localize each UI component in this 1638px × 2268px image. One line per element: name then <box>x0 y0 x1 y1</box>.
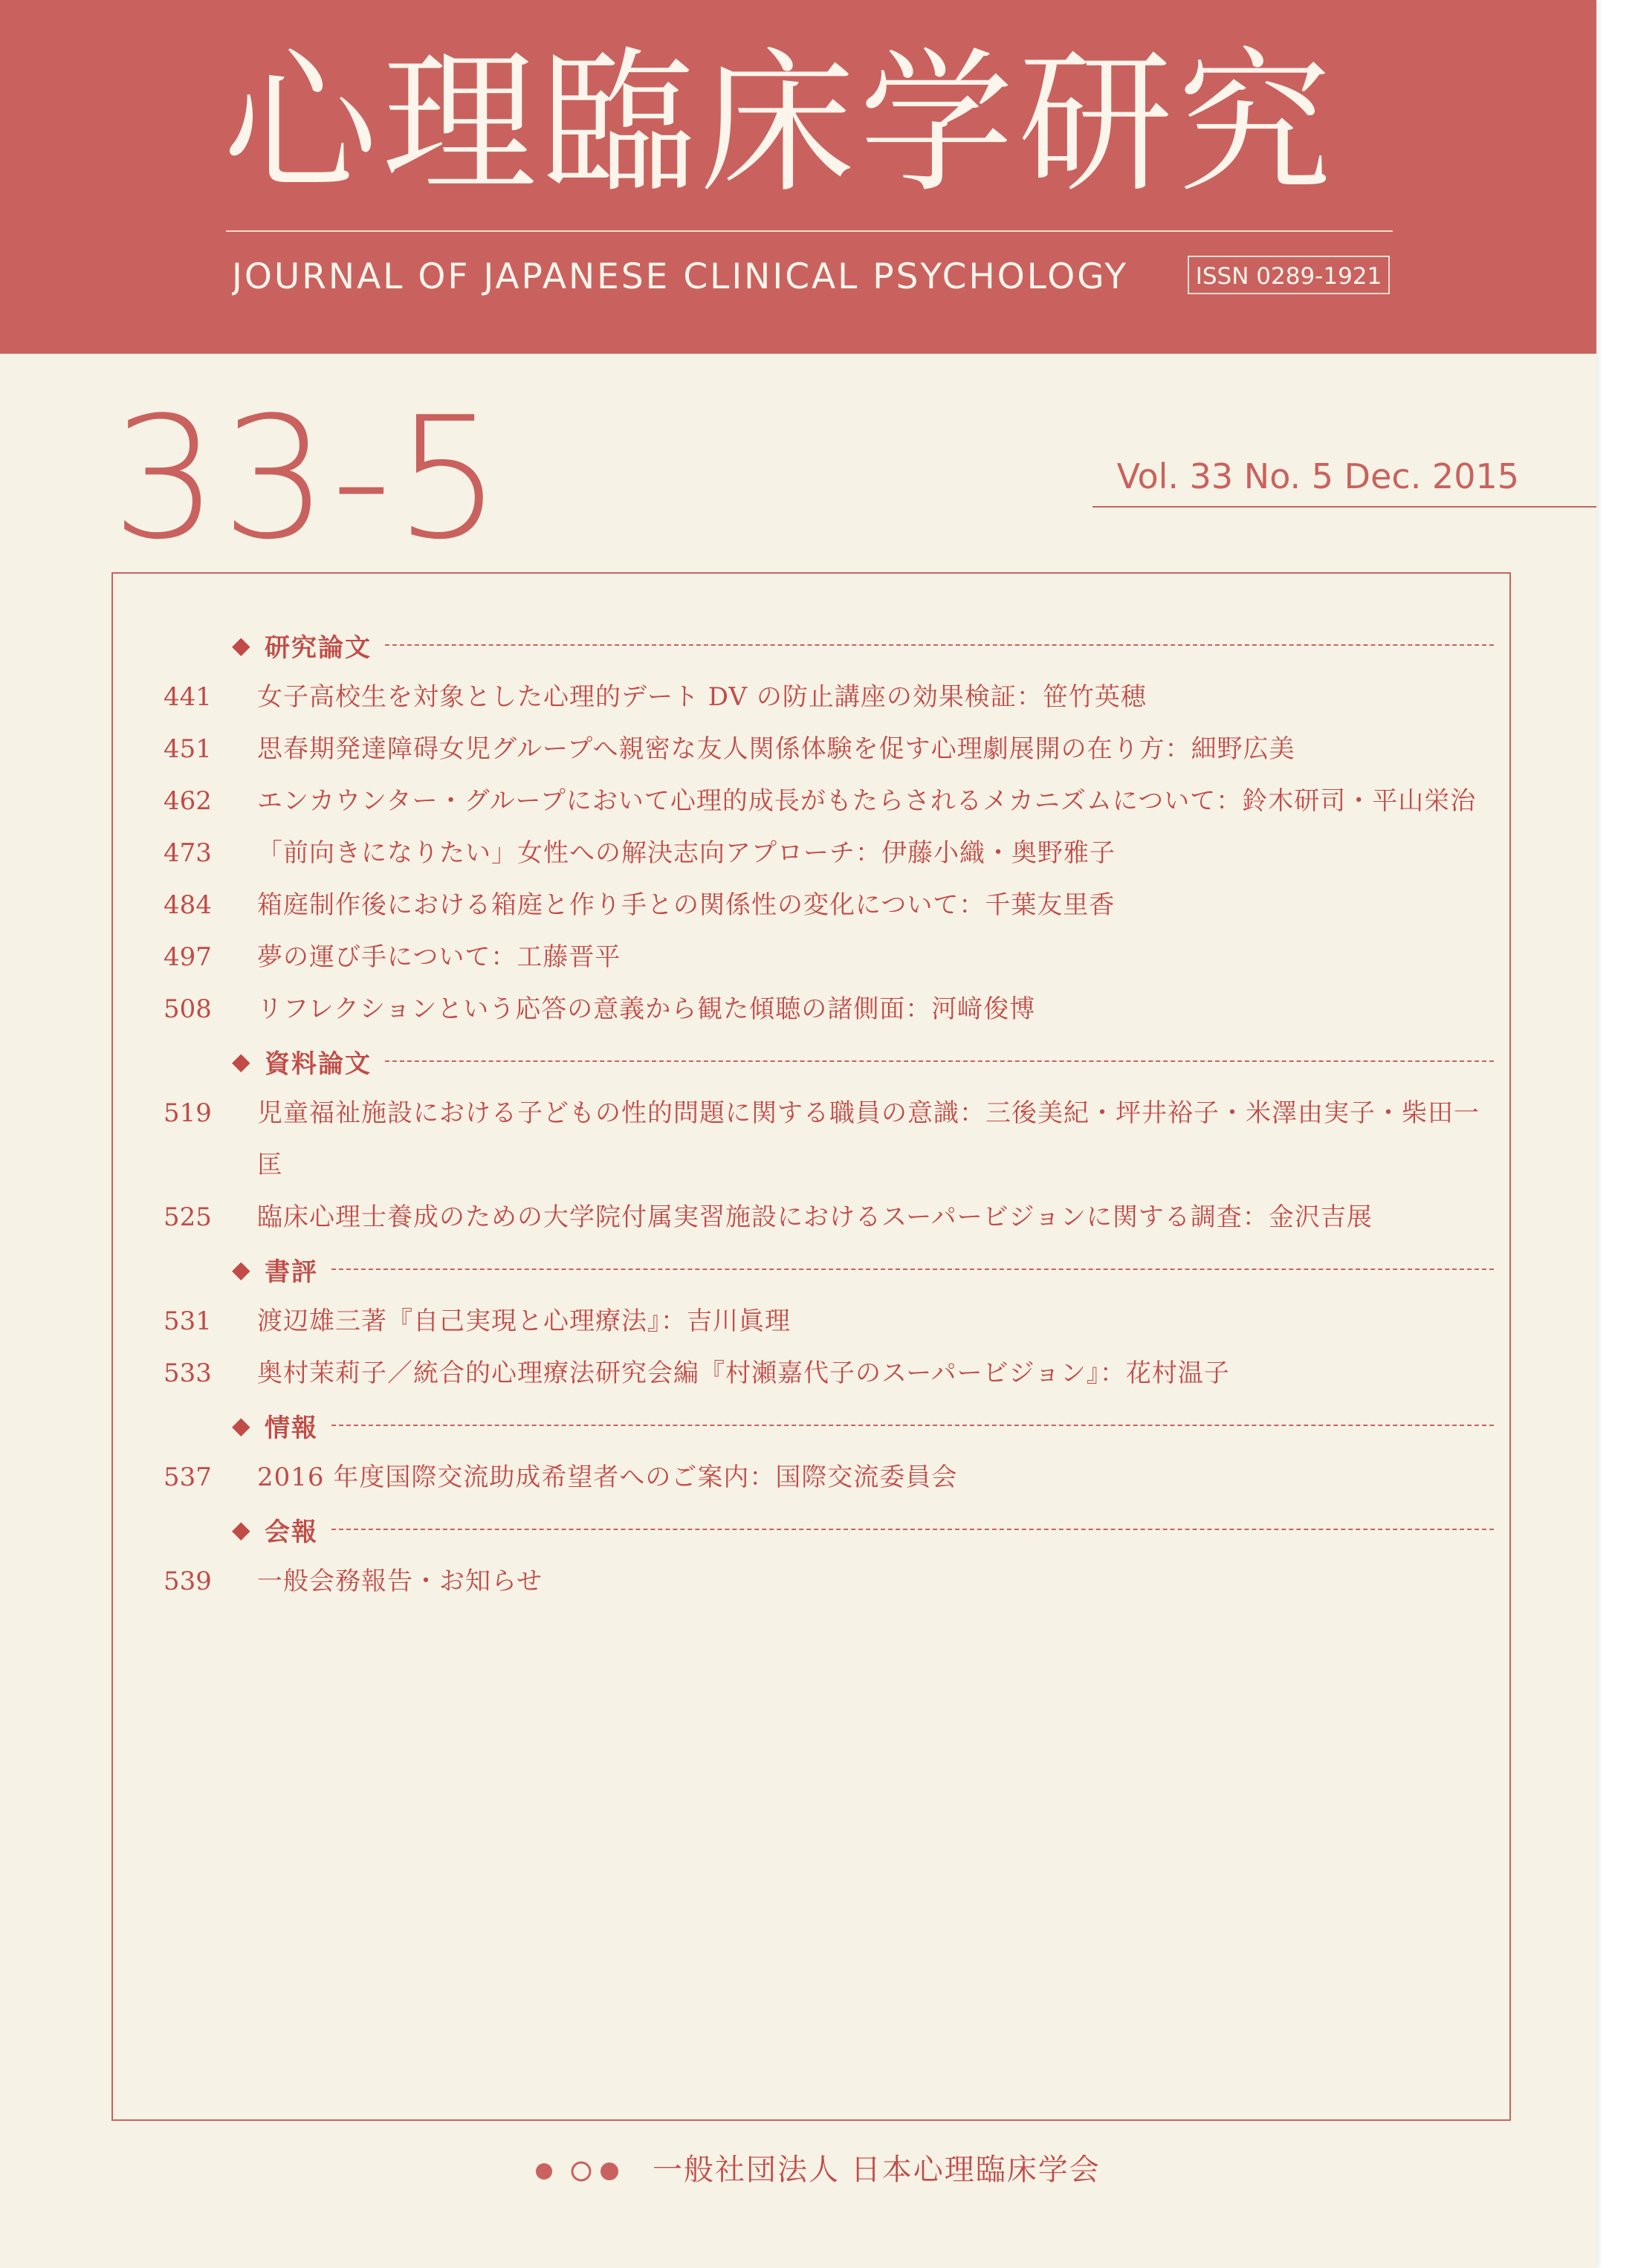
toc-entry <box>164 1191 1494 1243</box>
toc-entry <box>164 879 1494 931</box>
dashed-leader-line <box>331 1269 1494 1270</box>
toc-section-heading <box>164 1035 1494 1087</box>
table-of-contents <box>164 619 1494 1607</box>
toc-entry-page: 519 <box>164 1098 212 1128</box>
society-logo-icon <box>532 2146 630 2194</box>
toc-section-heading <box>164 1503 1494 1555</box>
toc-entry-title: 「前向きになりたい」女性への解決志向アプローチ：伊藤小織・奥野雅子 <box>257 838 1116 868</box>
issue-label: Vol. 33 No. 5 Dec. 2015 <box>1116 456 1519 496</box>
toc-entry-page: 508 <box>164 994 212 1024</box>
publisher-name: 一般社団法人 日本心理臨床学会 <box>653 2153 1101 2187</box>
toc-entry-title: 夢の運び手について：工藤晋平 <box>257 942 621 972</box>
toc-entry-title: 児童福祉施設における子どもの性的問題に関する職員の意識：三後美紀・坪井裕子・米澤由実子・柴田一匡 <box>257 1098 1480 1180</box>
journal-title-english: JOURNAL OF JAPANESE CLINICAL PSYCHOLOGY <box>232 256 1129 297</box>
toc-entry <box>164 1451 1494 1503</box>
toc-entry-page: 462 <box>164 786 212 816</box>
toc-entry-page: 497 <box>164 942 212 972</box>
toc-entry-title: 奥村茉莉子／統合的心理療法研究会編『村瀬嘉代子のスーパービジョン』：花村温子 <box>257 1358 1230 1388</box>
toc-section-heading <box>164 1399 1494 1451</box>
toc-entry <box>164 1347 1494 1399</box>
header-band <box>0 0 1596 354</box>
toc-entry-title: 女子高校生を対象とした心理的デート DV の防止講座の効果検証：笹竹英穂 <box>257 682 1147 712</box>
toc-section-heading <box>164 1243 1494 1295</box>
toc-entry-page: 473 <box>164 838 212 868</box>
issue-underline <box>1092 506 1596 508</box>
toc-entry <box>164 671 1494 723</box>
toc-entry <box>164 775 1494 827</box>
diamond-bullet-icon: ◆ <box>232 1047 250 1075</box>
diamond-bullet-icon: ◆ <box>232 1411 250 1439</box>
toc-entry <box>164 1087 1494 1191</box>
toc-entry <box>164 931 1494 983</box>
dashed-leader-line <box>385 644 1494 646</box>
toc-entry-title: エンカウンター・グループにおいて心理的成長がもたらされるメカニズムについて：鈴木研司・平山栄治 <box>257 786 1477 816</box>
toc-entry <box>164 827 1494 879</box>
toc-section-title: 研究論文 <box>265 632 372 663</box>
dashed-leader-line <box>331 1529 1494 1530</box>
issn-box: ISSN 0289-1921 <box>1188 256 1390 294</box>
toc-entry-page: 533 <box>164 1358 212 1388</box>
journal-title: 心理臨床学研究 <box>223 34 1336 214</box>
diamond-bullet-icon: ◆ <box>232 1255 250 1283</box>
toc-entry-title: リフレクションという応答の意義から観た傾聴の諸側面：河﨑俊博 <box>257 994 1036 1024</box>
toc-entry <box>164 723 1494 775</box>
toc-section-heading <box>164 619 1494 671</box>
toc-entry <box>164 1295 1494 1347</box>
dashed-leader-line <box>385 1060 1494 1062</box>
toc-entry-page: 441 <box>164 682 212 712</box>
toc-entry-title: 箱庭制作後における箱庭と作り手との関係性の変化について：千葉友里香 <box>257 890 1116 920</box>
toc-entry <box>164 983 1494 1035</box>
publisher-footer <box>532 2140 1201 2200</box>
toc-entry-title: 臨床心理士養成のための大学院付属実習施設におけるスーパービジョンに関する調査：金沢吉展 <box>257 1202 1373 1232</box>
diamond-bullet-icon: ◆ <box>232 631 250 659</box>
toc-entry-page: 451 <box>164 734 212 764</box>
dashed-leader-line <box>331 1425 1494 1426</box>
diamond-bullet-icon: ◆ <box>232 1515 250 1543</box>
toc-section-title: 資料論文 <box>265 1049 372 1079</box>
toc-entry <box>164 1555 1494 1607</box>
toc-entry-title: 思春期発達障碍女児グループへ親密な友人関係体験を促す心理劇展開の在り方：細野広美 <box>257 734 1295 764</box>
toc-entry-page: 531 <box>164 1306 212 1336</box>
toc-section-title: 会報 <box>265 1517 318 1547</box>
toc-section-title: 書評 <box>265 1257 318 1287</box>
toc-entry-title: 2016 年度国際交流助成希望者へのご案内：国際交流委員会 <box>257 1462 958 1492</box>
title-divider <box>226 230 1393 232</box>
toc-entry-page: 537 <box>164 1462 212 1492</box>
toc-entry-page: 484 <box>164 890 212 920</box>
toc-entry-page: 539 <box>164 1566 212 1596</box>
issue-number: 33-5 <box>111 381 505 577</box>
toc-entry-page: 525 <box>164 1202 212 1232</box>
toc-section-title: 情報 <box>265 1413 318 1443</box>
toc-entry-title: 渡辺雄三著『自己実現と心理療法』：吉川眞理 <box>257 1306 791 1336</box>
toc-entry-title: 一般会務報告・お知らせ <box>257 1566 543 1596</box>
